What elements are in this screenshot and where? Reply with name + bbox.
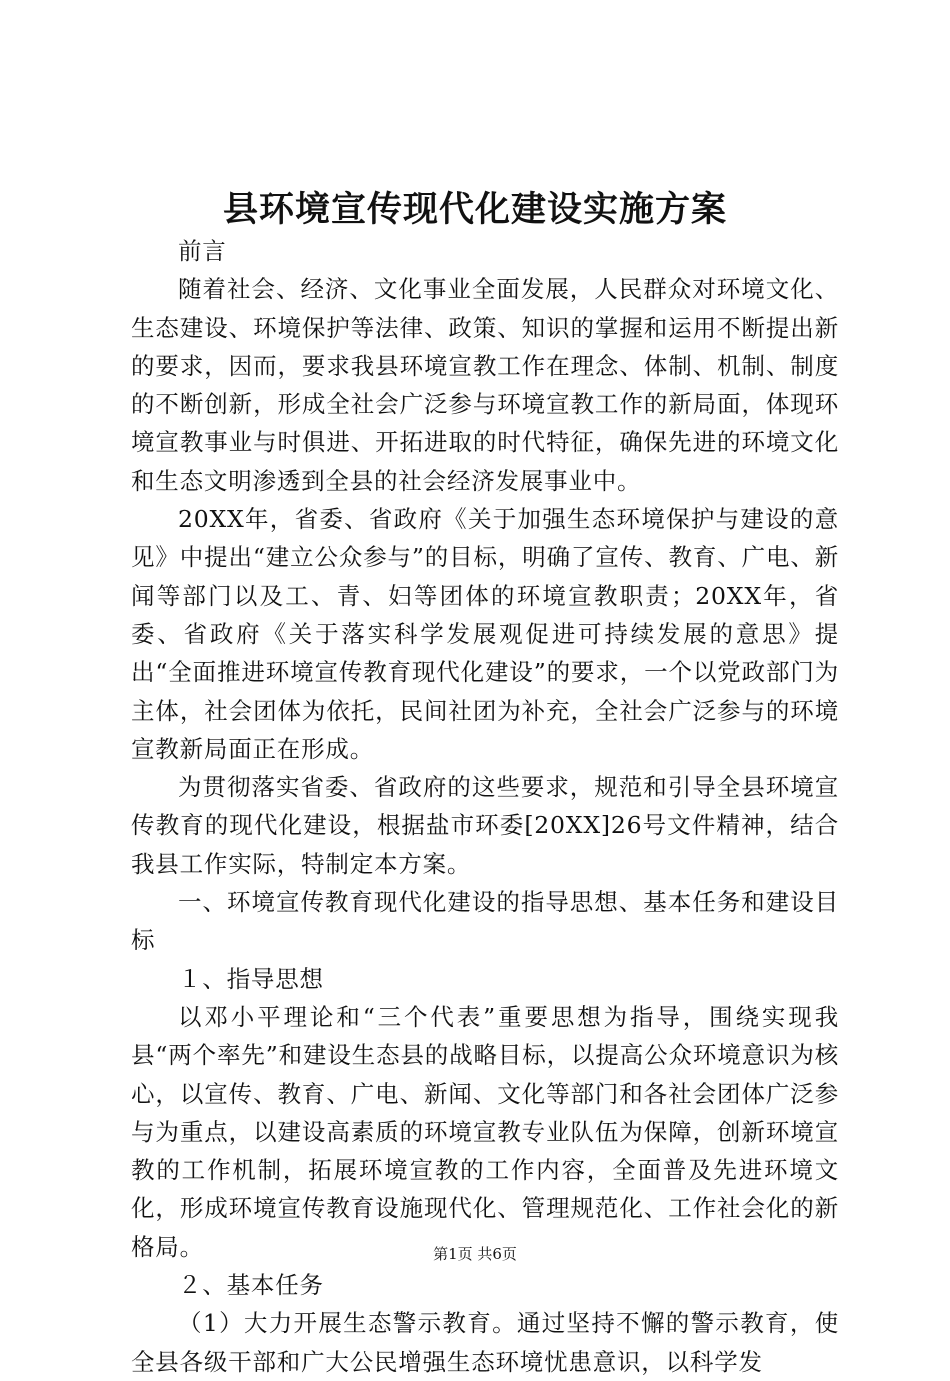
paragraph-purpose: 为贯彻落实省委、省政府的这些要求，规范和引导全县环境宣传教育的现代化建设，根据盐市环委[20XX]26号文件精神，结合我县工作实际，特制定本方案。 bbox=[131, 773, 839, 878]
section-heading-1: 一、环境宣传教育现代化建设的指导思想、基本任务和建设目标 bbox=[131, 888, 839, 955]
paragraph-preface-heading: 前言 bbox=[178, 237, 227, 265]
subsection-heading-guiding-ideology: １、指导思想 bbox=[178, 964, 324, 993]
paragraph-task-1: （1）大力开展生态警示教育。通过坚持不懈的警示教育，使全县各级干部和广大公民增强生态环境忧患意识，以科学发 bbox=[131, 1309, 839, 1376]
paragraph-preface-text: 随着社会、经济、文化事业全面发展，人民群众对环境文化、生态建设、环境保护等法律、政策、知识的掌握和运用不断提出新的要求，因而，要求我县环境宣教工作在理念、体制、机制、制度的不断创新，形成全社会广泛参与环境宣教工作的新局面，体现环境宣教事业与时俱进、开拓进取的时代特征，确保先进的环境文化和生态文明渗透到全县的社会经济发展事业中。 bbox=[131, 275, 839, 495]
paragraph-background: 20XX年，省委、省政府《关于加强生态环境保护与建设的意见》中提出“建立公众参与”的目标，明确了宣传、教育、广电、新闻等部门以及工、青、妇等团体的环境宣教职责；20XX年，省委、省政府《关于落实科学发展观促进可持续发展的意思》提出“全面推进环境宣传教育现代化建设”的要求，一个以党政部门为主体，社会团体为依托，民间社团为补充，全社会广泛参与的环境宣教新局面正在形成。 bbox=[131, 505, 839, 763]
document-body bbox=[131, 232, 839, 1381]
paragraph-guiding-ideology: 以邓小平理论和“三个代表”重要思想为指导，围绕实现我县“两个率先”和建设生态县的战略目标，以提高公众环境意识为核心，以宣传、教育、广电、新闻、文化等部门和各社会团体广泛参与为重点，以建设高素质的环境宣教专业队伍为保障，创新环境宣教的工作机制，拓展环境宣教的工作内容，全面普及先进环境文化，形成环境宣传教育设施现代化、管理规范化、工作社会化的新格局。 bbox=[131, 1002, 839, 1261]
page-number: 第1页 共6页 bbox=[433, 1245, 517, 1263]
document-title: 县环境宣传现代化建设实施方案 bbox=[222, 189, 727, 230]
subsection-heading-basic-tasks: ２、基本任务 bbox=[178, 1271, 324, 1300]
